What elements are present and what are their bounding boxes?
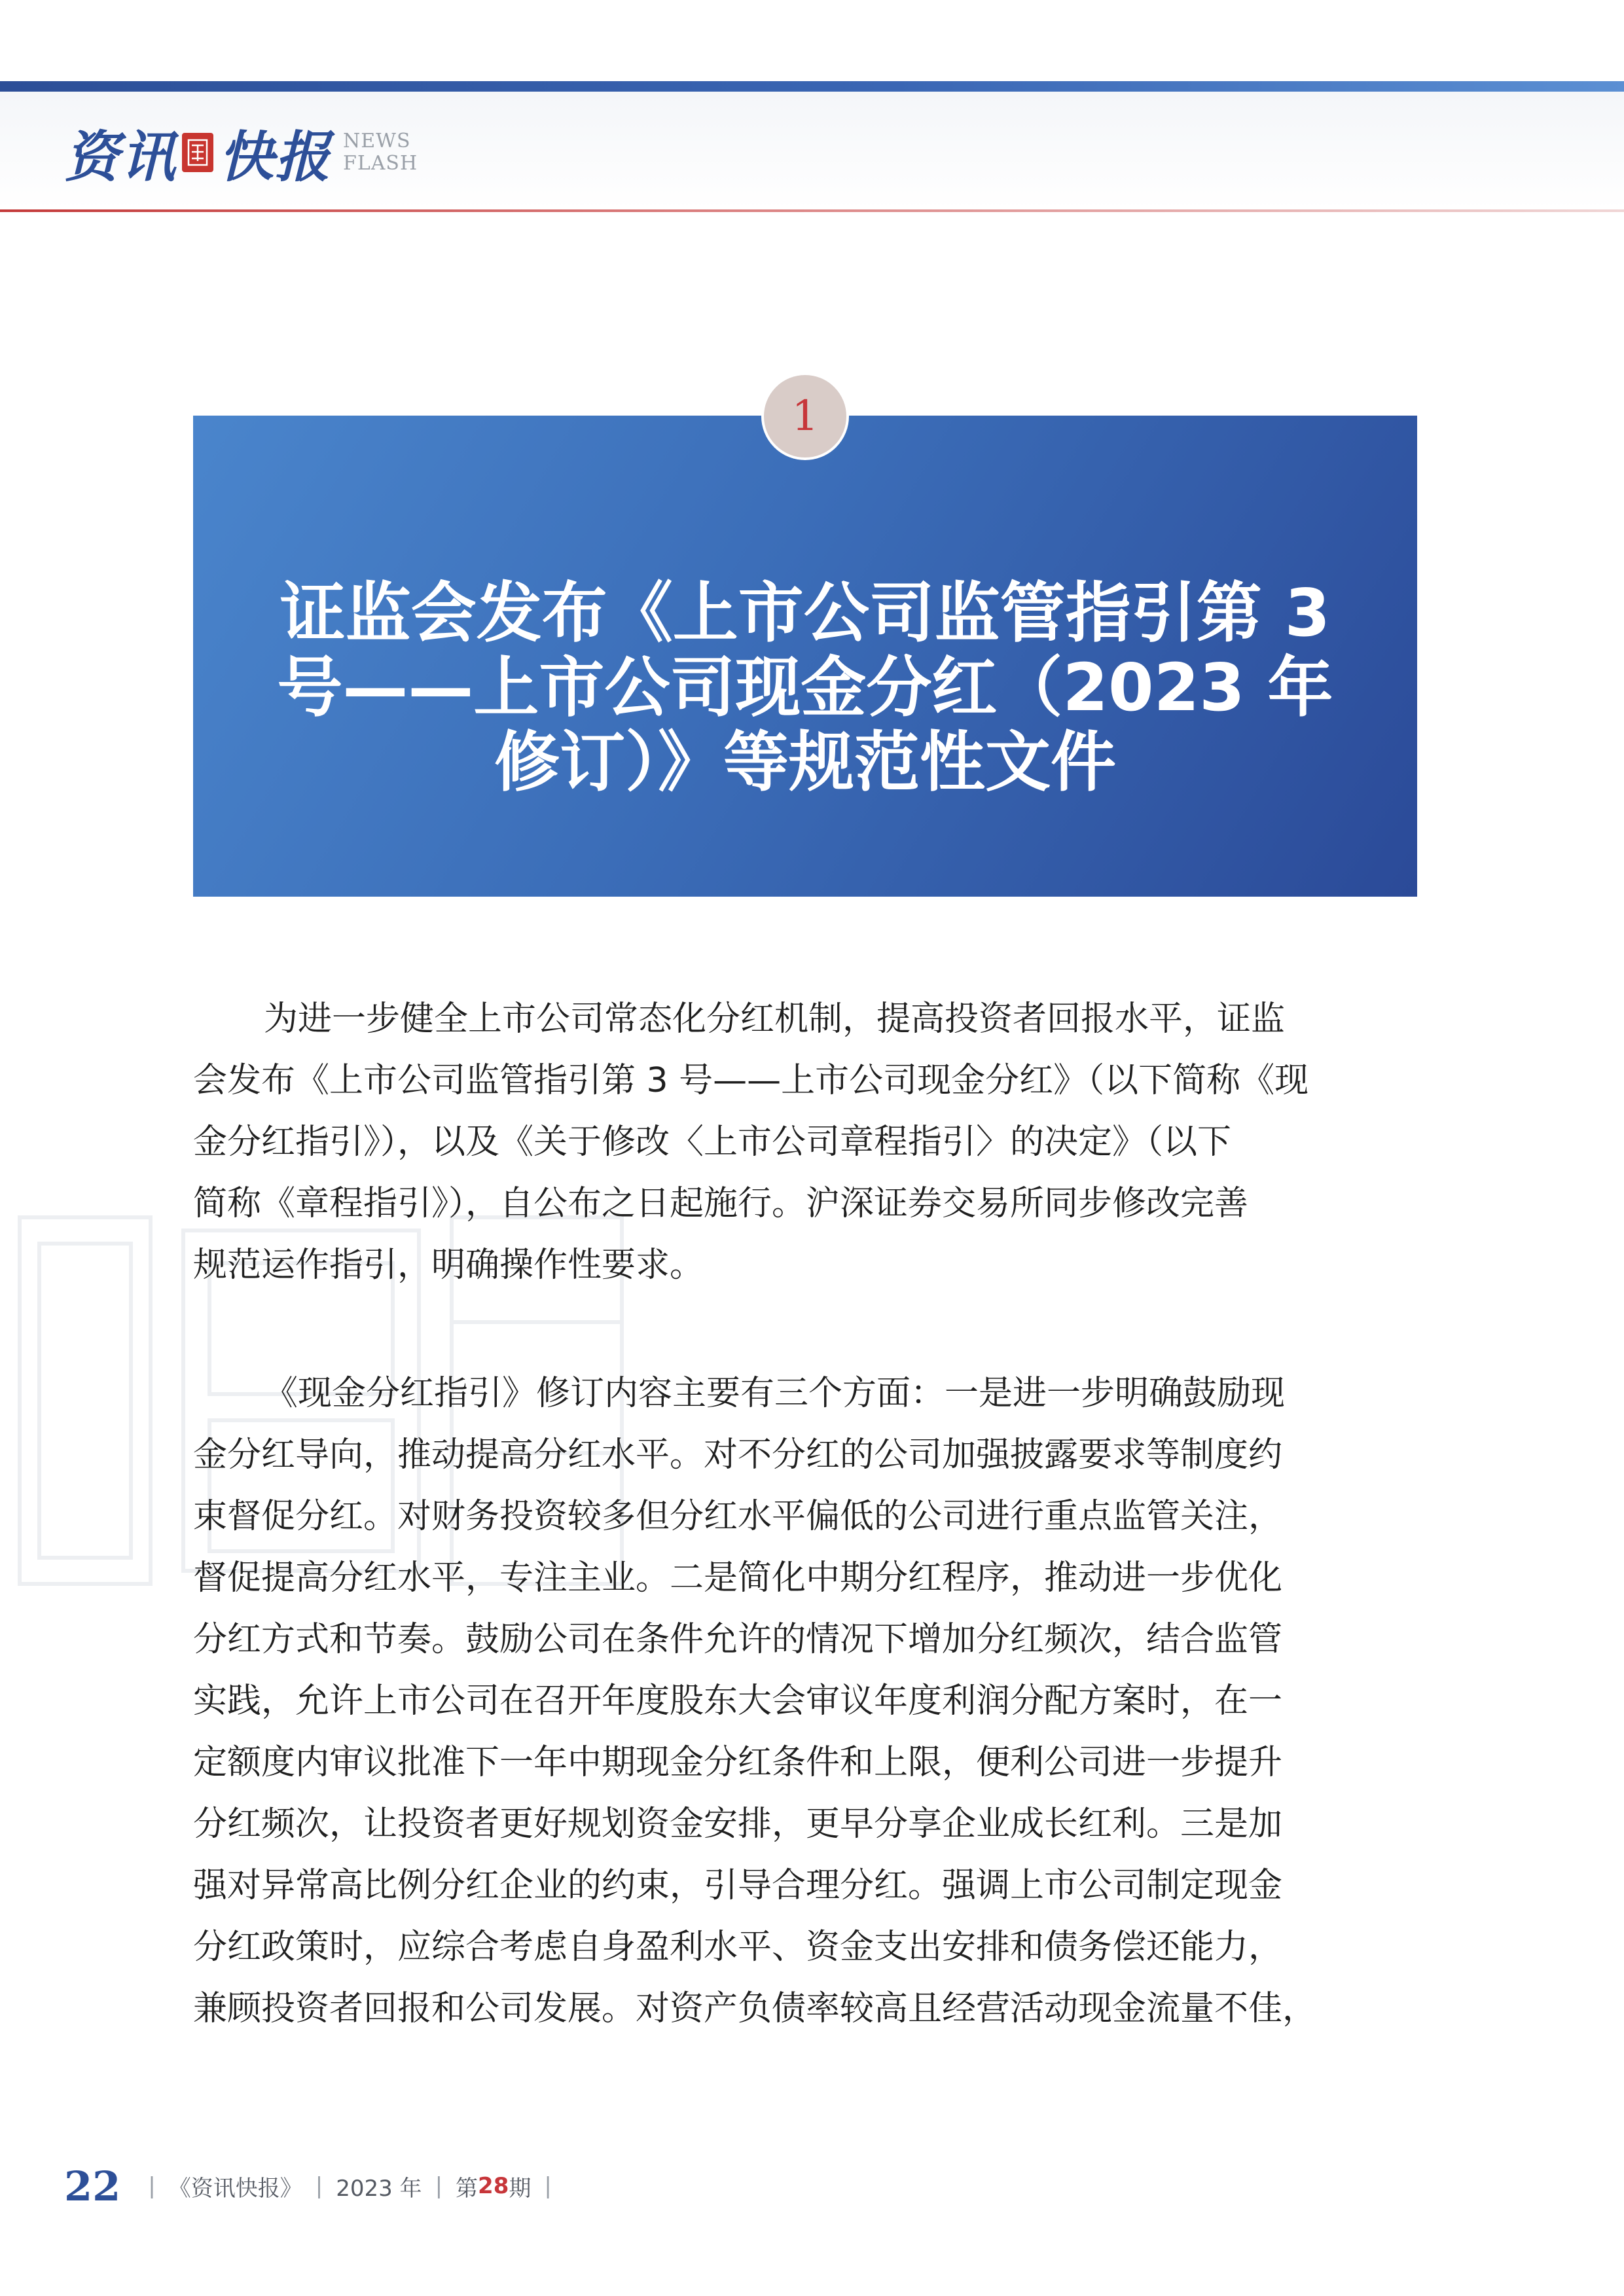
title-line: 证监会发布《上市公司监管指引第 3	[280, 575, 1331, 651]
paragraph-line: 束督促分红。对财务投资较多但分红水平偏低的公司进行重点监管关注，	[193, 1497, 1283, 1536]
paragraph-line: 金分红指引》），以及《关于修改〈上市公司章程指引〉的决定》（以下	[193, 1122, 1232, 1162]
masthead-logo	[64, 117, 418, 188]
paragraph-line: 金分红导向，推动提高分红水平。对不分红的公司加强披露要求等制度约	[193, 1435, 1283, 1475]
header-top-rule	[0, 81, 1624, 92]
footer-issue-number: 28	[478, 2173, 509, 2199]
footer-issue-suffix: 期	[509, 2175, 532, 2202]
footer-divider: |	[315, 2173, 323, 2199]
footer-divider: |	[148, 2173, 156, 2199]
paragraph-line: 督促提高分红水平，专注主业。二是简化中期分红程序，推动进一步优化	[193, 1558, 1283, 1598]
masthead-en-line1: NEWS	[343, 130, 411, 152]
article-number-badge: 1	[761, 372, 849, 460]
footer-issue-prefix: 第	[456, 2175, 478, 2202]
paragraph-line: 会发布《上市公司监管指引第 3 号——上市公司现金分红》（以下简称《现	[193, 1061, 1309, 1100]
seal-icon	[182, 133, 213, 172]
masthead-english	[343, 130, 418, 175]
paragraph-line: 定额度内审议批准下一年中期现金分红条件和上限，便利公司进一步提升	[193, 1743, 1283, 1782]
paragraph-line: 兼顾投资者回报和公司发展。对资产负债率较高且经营活动现金流量不佳，	[193, 1989, 1317, 2028]
paragraph-line: 分红方式和节奏。鼓励公司在条件允许的情况下增加分红频次，结合监管	[193, 1620, 1283, 1659]
paragraph-line: 实践，允许上市公司在召开年度股东大会审议年度利润分配方案时，在一	[193, 1681, 1283, 1721]
page-footer	[64, 2160, 565, 2212]
footer-divider: |	[544, 2173, 552, 2199]
paragraph-line: 简称《章程指引》），自公布之日起施行。沪深证券交易所同步修改完善	[193, 1184, 1249, 1223]
paragraph-line: 为进一步健全上市公司常态化分红机制，提高投资者回报水平，证监	[264, 999, 1286, 1039]
paragraph-line: 强对异常高比例分红企业的约束，引导合理分红。强调上市公司制定现金	[193, 1866, 1283, 1905]
title-line: 修订）》等规范性文件	[494, 724, 1116, 800]
footer-publication: 《资讯快报》	[168, 2175, 302, 2202]
masthead-en-line2: FLASH	[343, 152, 418, 175]
footer-divider: |	[435, 2173, 443, 2199]
article-title	[223, 576, 1388, 800]
footer-year: 2023 年	[336, 2175, 422, 2202]
masthead-word-right: 快报	[219, 124, 332, 189]
masthead-word-left: 资讯	[64, 124, 177, 189]
paragraph-line: 分红政策时，应综合考虑自身盈利水平、资金支出安排和债务偿还能力，	[193, 1928, 1283, 1967]
paragraph-line: 分红频次，让投资者更好规划资金安排，更早分享企业成长红利。三是加	[193, 1804, 1283, 1844]
paragraph-2	[193, 1363, 1417, 2039]
page-number: 22	[64, 2162, 121, 2210]
paragraph-line: 《现金分红指引》修订内容主要有三个方面：一是进一步明确鼓励现	[264, 1374, 1286, 1413]
paragraph-1	[193, 988, 1417, 1296]
title-line: 号——上市公司现金分红（2023 年	[277, 649, 1333, 726]
paragraph-line: 规范运作指引，明确操作性要求。	[193, 1246, 704, 1285]
header-underline	[0, 209, 1624, 212]
